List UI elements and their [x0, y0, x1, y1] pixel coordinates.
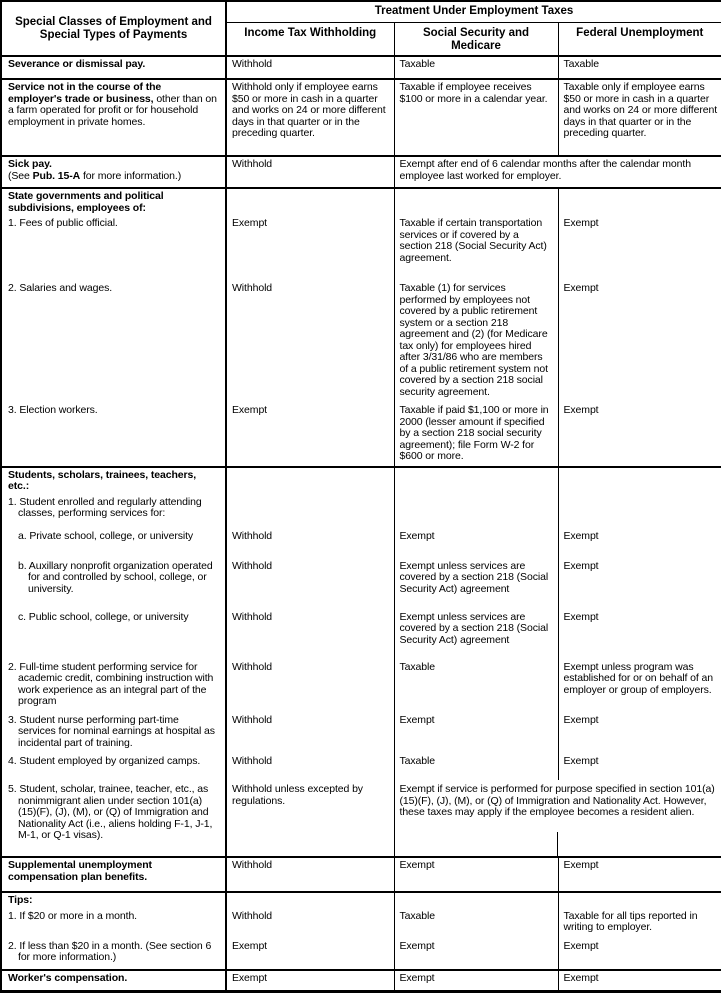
supplemental-ss-cell: Exempt	[394, 857, 558, 892]
service-not-in-course-row	[1, 79, 721, 156]
students-item-1c-futa-cell: Exempt	[563, 610, 599, 623]
students-item-1c-label-cell	[1, 608, 226, 658]
students-item-2-label-cell	[1, 658, 226, 711]
sick-pay-income-cell: Withhold	[226, 156, 394, 188]
header-stub: Special Classes of Employment and Special Types of Payments	[1, 1, 226, 56]
severance-ss-cell: Taxable	[394, 56, 558, 79]
students-item-1b-label: b. Auxillary nonprofit organization operated for and controlled by school, college, or university.	[18, 559, 213, 595]
workers-comp-row	[1, 970, 721, 992]
sick-pay-row	[1, 156, 721, 188]
column-header-social-security-medicare: Social Security and Medicare	[394, 22, 558, 56]
sick-pay-ss-futa-merged-cell: Exempt after end of 6 calendar months after the calendar month employee last worked for employer.	[394, 156, 721, 188]
empty-cell	[226, 188, 394, 217]
students-item-4-row	[1, 752, 721, 780]
students-item-1a-label-cell	[1, 530, 226, 557]
empty-cell	[558, 467, 721, 496]
students-item-4-ss-cell: Taxable	[394, 752, 558, 780]
students-item-1b-income-cell: Withhold	[226, 557, 394, 608]
students-item-1-row	[1, 496, 721, 530]
empty-cell	[226, 467, 394, 496]
supplemental-income-cell: Withhold	[226, 857, 394, 892]
state-gov-item-1-label: 1. Fees of public official.	[8, 217, 118, 229]
sick-pay-note-pub: Pub. 15-A	[32, 169, 81, 182]
state-gov-header-cell	[1, 188, 226, 217]
students-item-2-row	[1, 658, 721, 711]
service-label-bold: Service not in the course of the employer's trade or business,	[8, 81, 162, 105]
severance-futa-cell: Taxable	[558, 56, 721, 79]
students-item-1-label: 1. Student enrolled and regularly attending classes, performing services for:	[8, 495, 202, 519]
state-gov-item-1-income-cell: Exempt	[226, 217, 394, 279]
tips-header-label: Tips:	[8, 894, 33, 906]
column-header-federal-unemployment: Federal Unemployment	[558, 22, 721, 56]
state-gov-item-2-ss-cell: Taxable (1) for services performed by employees not covered by a public retirement system or a section 218 agreement and (2) (for Medicare tax only) for employees hired after 3/31/86 who are members of a public retirement system not covered by a section 218 social security agreement.	[394, 279, 558, 401]
supplemental-label: Supplemental unemployment compensation plan benefits.	[8, 859, 152, 883]
empty-cell	[558, 892, 721, 910]
workers-comp-label: Worker's compensation.	[8, 971, 128, 984]
students-item-2-label: 2. Full-time student performing service for academic credit, combining instruction with work experience as an integral part of the program	[8, 660, 214, 707]
students-item-1c-label: c. Public school, college, or university	[18, 610, 189, 623]
students-item-3-ss-cell: Exempt	[394, 711, 558, 753]
students-item-2-ss-cell: Taxable	[394, 658, 558, 711]
state-gov-header-row	[1, 188, 721, 217]
students-item-4-label-cell	[1, 752, 226, 780]
tips-item-2-income-cell: Exempt	[226, 937, 394, 970]
severance-income-cell: Withhold	[226, 56, 394, 79]
empty-cell	[558, 496, 721, 530]
state-gov-item-2-futa-cell: Exempt	[563, 282, 599, 294]
workers-comp-income-cell: Exempt	[226, 970, 394, 992]
state-gov-item-3-income-cell: Exempt	[226, 401, 394, 467]
service-ss-cell: Taxable if employee receives $100 or more in a calendar year.	[394, 79, 558, 156]
empty-cell	[394, 188, 558, 217]
students-item-3-label: 3. Student nurse performing part-time services for nominal earnings at hospital as incidental part of training.	[8, 713, 215, 749]
tips-item-1-label-cell	[1, 910, 226, 937]
students-item-4-label: 4. Student employed by organized camps.	[8, 755, 201, 767]
supplemental-row	[1, 857, 721, 892]
supplemental-futa-cell: Exempt	[558, 857, 721, 892]
state-gov-item-3-ss-cell: Taxable if paid $1,100 or more in 2000 (lesser amount if specified by a section 218 social security agreement); file Form W-2 for $600 or more.	[394, 401, 558, 467]
severance-row	[1, 56, 721, 79]
state-gov-item-2-label-cell	[1, 279, 226, 401]
students-item-1b-row	[1, 557, 721, 608]
state-gov-item-2-row	[1, 279, 721, 401]
state-gov-item-3-label-cell	[1, 401, 226, 467]
students-item-1b-label-cell	[1, 557, 226, 608]
students-item-1-label-cell	[1, 496, 226, 530]
tips-item-1-ss-cell: Taxable	[394, 910, 558, 937]
empty-cell	[394, 496, 558, 530]
workers-comp-futa-cell: Exempt	[558, 970, 721, 992]
empty-cell	[226, 496, 394, 530]
state-gov-item-1-ss-cell: Taxable if certain transportation services or if covered by a section 218 (Social Security Act) agreement.	[394, 217, 558, 279]
students-item-1b-futa-cell: Exempt	[563, 559, 599, 572]
state-gov-item-1-row	[1, 217, 721, 279]
students-item-1c-ss-cell: Exempt unless services are covered by a section 218 (Social Security Act) agreement	[394, 608, 558, 658]
service-income-cell: Withhold only if employee earns $50 or more in cash in a quarter and works on 24 or more different days in that quarter or in the preceding quarter.	[226, 79, 394, 156]
students-item-1a-futa-cell: Exempt	[563, 529, 599, 542]
students-item-5-ss-futa-text: Exempt if service is performed for purpose specified in section 101(a)(15)(F), (J), (M), or (Q) of Immigration and Nationality Act. However, these taxes may apply if the employee becomes a resident alien.	[399, 783, 715, 818]
students-item-1b-ss-cell: Exempt unless services are covered by a section 218 (Social Security Act) agreement	[394, 557, 558, 608]
students-item-1c-row	[1, 608, 721, 658]
sick-pay-note-post: for more information.)	[80, 169, 182, 182]
severance-label-cell	[1, 56, 226, 79]
sick-pay-label: Sick pay.	[8, 158, 52, 170]
students-item-3-income-cell: Withhold	[226, 711, 394, 753]
state-gov-item-3-label: 3. Election workers.	[8, 404, 98, 416]
students-item-4-futa-cell: Exempt	[563, 755, 599, 767]
empty-cell	[226, 892, 394, 910]
state-gov-item-3-futa-cell: Exempt	[563, 404, 599, 416]
state-gov-item-3-row	[1, 401, 721, 467]
header-row-title	[1, 1, 721, 22]
tips-item-1-futa-cell: Taxable for all tips reported in writing to employer.	[563, 909, 698, 933]
tips-item-1-row	[1, 910, 721, 937]
tips-item-2-label: 2. If less than $20 in a month. (See section 6 for more information.)	[8, 939, 212, 963]
students-item-2-futa-cell: Exempt unless program was established for or on behalf of an employer or group of employers.	[563, 660, 714, 696]
students-item-1a-income-cell: Withhold	[226, 530, 394, 557]
tips-item-2-futa-cell: Exempt	[563, 939, 599, 952]
state-gov-item-1-futa-cell: Exempt	[563, 217, 599, 229]
empty-cell	[394, 892, 558, 910]
students-item-5-label: 5. Student, scholar, trainee, teacher, etc., as nonimmigrant alien under section 101(a)(15)(F), (J), (M), or (Q) of Immigration and Nationality Act (i.e., aliens holding F-1, J-1, M-1, or Q-1 visas).	[8, 783, 213, 841]
tips-item-1-income-cell: Withhold	[226, 910, 394, 937]
service-label-cell	[1, 79, 226, 156]
tips-item-2-label-cell	[1, 937, 226, 970]
supplemental-label-cell	[1, 857, 226, 892]
students-item-1a-row	[1, 530, 721, 557]
workers-comp-ss-cell: Exempt	[394, 970, 558, 992]
students-item-1a-label: a. Private school, college, or university	[18, 529, 194, 542]
state-gov-item-2-label: 2. Salaries and wages.	[8, 282, 113, 294]
sick-pay-note	[8, 171, 217, 183]
tips-header-row	[1, 892, 721, 910]
students-header-row	[1, 467, 721, 496]
header-title: Treatment Under Employment Taxes	[226, 1, 721, 22]
partial-column-divider	[557, 832, 558, 856]
state-gov-item-2-income-cell: Withhold	[226, 279, 394, 401]
state-gov-header-label: State governments and political subdivisions, employees of:	[8, 190, 164, 214]
empty-cell	[394, 467, 558, 496]
students-item-2-income-cell: Withhold	[226, 658, 394, 711]
service-label-rest: other than on a farm operated for profit or for household employment in private homes.	[8, 92, 217, 128]
students-header-cell	[1, 467, 226, 496]
students-item-5-income-cell: Withhold unless excepted by regulations.	[226, 780, 394, 857]
service-futa-cell: Taxable only if employee earns $50 or more in cash in a quarter and works on 24 or more different days in that quarter or in the preceding quarter.	[558, 79, 721, 156]
tips-item-2-row	[1, 937, 721, 970]
students-item-1a-ss-cell: Exempt	[394, 530, 558, 557]
column-header-income-tax-withholding: Income Tax Withholding	[226, 22, 394, 56]
students-item-5-label-cell	[1, 780, 226, 857]
tips-item-2-ss-cell: Exempt	[394, 937, 558, 970]
students-item-5-row	[1, 780, 721, 857]
students-item-3-futa-cell: Exempt	[563, 713, 599, 726]
tips-item-1-label: 1. If $20 or more in a month.	[8, 909, 138, 922]
students-item-1c-income-cell: Withhold	[226, 608, 394, 658]
students-item-5-ss-futa-merged-cell	[394, 780, 721, 857]
students-item-3-label-cell	[1, 711, 226, 753]
state-gov-item-1-label-cell	[1, 217, 226, 279]
sick-pay-label-cell	[1, 156, 226, 188]
students-header-label: Students, scholars, trainees, teachers, etc.:	[8, 468, 197, 492]
students-item-3-row	[1, 711, 721, 753]
sick-pay-note-pre: (See	[8, 169, 33, 182]
severance-label: Severance or dismissal pay.	[8, 58, 146, 70]
students-item-4-income-cell: Withhold	[226, 752, 394, 780]
tips-header-cell	[1, 892, 226, 910]
workers-comp-label-cell	[1, 970, 226, 992]
empty-cell	[558, 188, 721, 217]
